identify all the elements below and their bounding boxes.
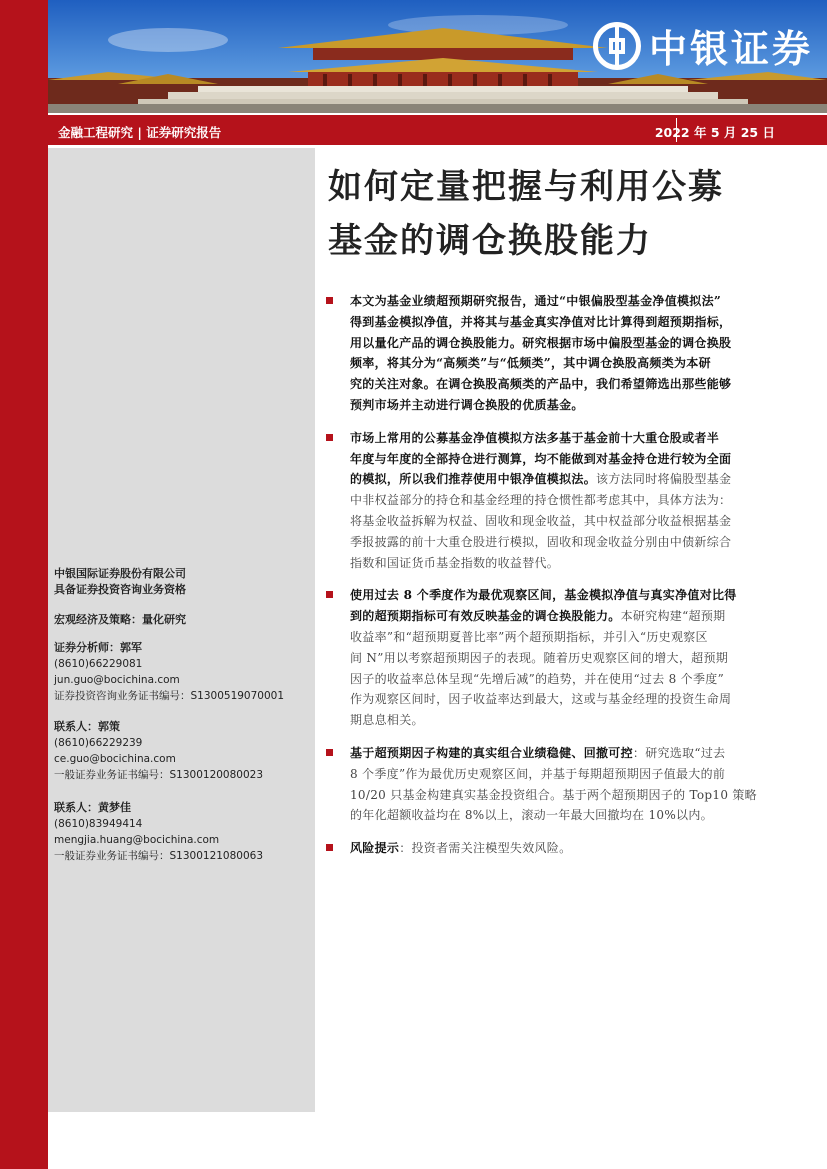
contact-block-2 <box>54 800 263 864</box>
bullet-body-text: 10/20 只基金构建真实基金投资组合。基于两个超预期因子的 Top10 策略 <box>350 787 757 802</box>
bullet-bold-text: 得到基金模拟净值，并将其与基金真实净值对比计算得到超预期指标， <box>350 314 732 329</box>
bullet-text-line <box>350 627 784 648</box>
bullet-bold-text: 风险提示 <box>350 841 400 856</box>
report-header-bar <box>48 115 827 145</box>
contact-phone: (8610)83949414 <box>54 818 143 830</box>
bullet-text-line <box>350 291 784 312</box>
bullet-text-line <box>350 606 784 627</box>
company-qualification: 具备证券投资咨询业务资格 <box>54 583 186 596</box>
bullet-body-text: 中非权益部分的持仓和基金经理的持仓惯性都考虑其中，具体方法为： <box>350 493 732 508</box>
summary-bullet <box>326 291 784 416</box>
report-date: 2022 年 5 月 25 日 <box>654 125 775 140</box>
bullet-bold-text: 究的关注对象。在调仓换股高频类的产品中，我们希望筛选出那些能够 <box>350 377 732 392</box>
bullet-text-line <box>350 312 784 333</box>
bullet-body-text: 收益率”和“超预期夏普比率”两个超预期指标，并引入“历史观察区 <box>350 629 708 644</box>
summary-bullets <box>326 291 784 871</box>
boc-logo-icon <box>593 22 641 70</box>
bullet-bold-text: 预判市场并主动进行调仓换股的优质基金。 <box>350 397 584 412</box>
contact-block-1 <box>54 719 263 783</box>
bullet-text-line <box>350 469 784 490</box>
bullet-text-line <box>350 743 784 764</box>
bullet-square-icon <box>326 434 333 441</box>
bullet-text-line <box>350 838 784 859</box>
report-category: 金融工程研究 | 证券研究报告 <box>58 125 222 140</box>
bullet-square-icon <box>326 844 333 851</box>
bullet-body-text: 的年化超额收益均在 8%以上，滚动一年最大回撤均在 10%以内。 <box>350 808 713 823</box>
bullet-body-text: 8 个季度”作为最优历史观察区间，并基于每期超预期因子值最大的前 <box>350 766 726 781</box>
bullet-text-line <box>350 764 784 785</box>
contact-title-row <box>54 800 263 816</box>
bullet-body-text: ：投资者需关注模型失效风险。 <box>399 841 572 856</box>
bullet-text-line <box>350 785 784 806</box>
bullet-bold-text: 的模拟，所以我们推荐使用中银净值模拟法。 <box>350 472 597 487</box>
analyst-email[interactable]: jun.guo@bocichina.com <box>54 674 180 686</box>
bullet-text-line <box>350 805 784 826</box>
bullet-text-line <box>350 669 784 690</box>
contact-cert: 一般证券业务证书编号：S1300120080023 <box>54 769 264 781</box>
bullet-body-text: 作为观察区间时，因子收益率达到最大，这或与基金经理的投资生命周 <box>350 692 732 707</box>
bullet-bold-text: 本文为基金业绩超预期研究报告，通过“中银偏股型基金净值模拟法” <box>350 294 722 308</box>
summary-bullet <box>326 428 784 574</box>
analyst-name: 郭军 <box>120 641 142 654</box>
bullet-text-line <box>350 374 784 395</box>
bullet-text-line <box>350 710 784 731</box>
contact-name: 郭策 <box>98 720 120 733</box>
bullet-bold-text: 用以量化产品的调仓换股能力。研究根据市场中偏股型基金的调仓换股 <box>350 335 732 350</box>
summary-bullet <box>326 585 784 731</box>
contact-email[interactable]: ce.guo@bocichina.com <box>54 753 176 765</box>
analyst-cert: 证券投资咨询业务证书编号：S1300519070001 <box>54 690 285 702</box>
bullet-bold-text: 年度与年度的全部持仓进行测算，均不能做到对基金持仓进行较为全面 <box>350 451 732 466</box>
analyst-role: 证券分析师： <box>54 641 120 654</box>
sidebar-strategy <box>54 612 186 628</box>
bullet-text-line <box>350 689 784 710</box>
bullet-bold-text: 频率，将其分为“高频类”与“低频类”，其中调仓换股高频类为本研 <box>350 356 711 371</box>
contact-title-row <box>54 719 263 735</box>
bullet-text-line <box>350 353 784 374</box>
bullet-text-line <box>350 428 784 449</box>
analyst-title-row <box>54 640 284 656</box>
contact-role: 联系人： <box>54 801 98 814</box>
bullet-text-line <box>350 532 784 553</box>
summary-bullet <box>326 743 784 826</box>
company-name: 中银国际证券股份有限公司 <box>54 567 186 580</box>
report-title-line-2: 基金的调仓换股能力 <box>328 221 652 261</box>
bullet-body-text: 将基金收益拆解为权益、固收和现金收益，其中权益部分收益根据基金 <box>350 513 732 528</box>
bullet-square-icon <box>326 297 333 304</box>
bullet-bold-text: 使用过去 8 个季度作为最优观察区间，基金模拟净值与真实净值对比得 <box>350 588 737 603</box>
bullet-body-text: 本研究构建“超预期 <box>620 609 726 624</box>
contact-email[interactable]: mengjia.huang@bocichina.com <box>54 834 220 846</box>
brand-logo <box>593 18 813 73</box>
contact-phone: (8610)66229239 <box>54 737 143 749</box>
bullet-square-icon <box>326 749 333 756</box>
report-title <box>328 160 724 268</box>
bullet-text-line <box>350 553 784 574</box>
bullet-text-line <box>350 333 784 354</box>
bullet-text-line <box>350 648 784 669</box>
analyst-block <box>54 640 284 704</box>
bullet-text-line <box>350 395 784 416</box>
analyst-phone: (8610)66229081 <box>54 658 143 670</box>
bullet-body-text: ：研究选取“过去 <box>632 745 726 760</box>
bullet-square-icon <box>326 591 333 598</box>
sidebar-company-info <box>54 566 186 598</box>
strategy-label: 宏观经济及策略：量化研究 <box>54 613 186 626</box>
contact-name: 黄梦佳 <box>98 801 131 814</box>
bullet-text-line <box>350 490 784 511</box>
bullet-body-text: 季报披露的前十大重仓股进行模拟，固收和现金收益分别由中债新综合 <box>350 534 732 549</box>
brand-name: 中银证券 <box>648 27 813 71</box>
sidebar-panel <box>48 148 315 1112</box>
bullet-body-text: 该方法同时将偏股型基金 <box>596 472 732 487</box>
bullet-text-line <box>350 449 784 470</box>
bullet-body-text: 因子的收益率总体呈现“先增后减”的趋势，并在使用“过去 8 个季度” <box>350 671 725 686</box>
header-banner-image <box>48 0 827 113</box>
report-title-line-1: 如何定量把握与利用公募 <box>328 167 724 207</box>
contact-cert: 一般证券业务证书编号：S1300121080063 <box>54 850 264 862</box>
bullet-bold-text: 市场上常用的公募基金净值模拟方法多基于基金前十大重仓股或者半 <box>350 430 720 445</box>
summary-bullet <box>326 838 784 859</box>
left-brand-stripe <box>0 0 48 1169</box>
bullet-body-text: 指数和国证货币基金指数的收益替代。 <box>350 555 560 570</box>
bullet-text-line <box>350 585 784 606</box>
bullet-text-line <box>350 511 784 532</box>
bullet-bold-text: 到的超预期指标可有效反映基金的调仓换股能力。 <box>350 609 621 624</box>
bullet-bold-text: 基于超预期因子构建的真实组合业绩稳健、回撤可控 <box>350 745 633 760</box>
contact-role: 联系人： <box>54 720 98 733</box>
bullet-body-text: 间 N”用以考察超预期因子的表现。随着历史观察区间的增大，超预期 <box>350 650 729 665</box>
bullet-body-text: 期息息相关。 <box>350 713 424 728</box>
